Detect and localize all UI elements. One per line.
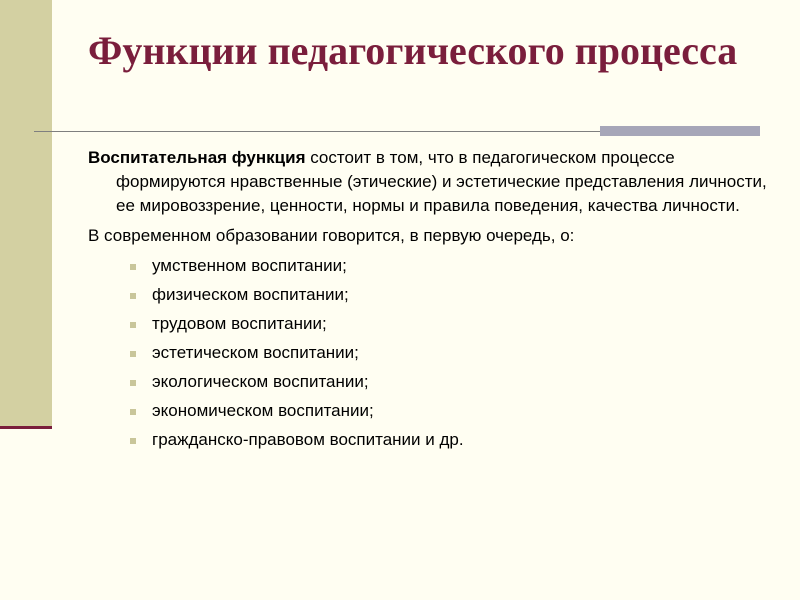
side-bar-underline (0, 426, 52, 429)
education-types-list (88, 254, 788, 452)
list-item (88, 283, 788, 307)
square-bullet-icon (130, 438, 136, 444)
educational-function-paragraph (88, 146, 788, 218)
list-item-text: умственном воспитании; (152, 256, 347, 275)
list-item-text: трудовом воспитании; (152, 314, 327, 333)
modern-education-paragraph: В современном образовании говорится, в первую очередь, о: (88, 226, 575, 245)
square-bullet-icon (130, 409, 136, 415)
list-item-text: экономическом воспитании; (152, 401, 374, 420)
list-item (88, 312, 788, 336)
term-bold: Воспитательная функция (88, 148, 306, 167)
list-item (88, 428, 788, 452)
list-item-text: эстетическом воспитании; (152, 343, 359, 362)
square-bullet-icon (130, 380, 136, 386)
list-item (88, 399, 788, 423)
list-item (88, 254, 788, 278)
slide-title: Функции педагогического процесса (88, 28, 738, 73)
slide-body (88, 146, 788, 457)
square-bullet-icon (130, 293, 136, 299)
list-item-text: физическом воспитании; (152, 285, 349, 304)
square-bullet-icon (130, 264, 136, 270)
list-item (88, 341, 788, 365)
list-item (88, 370, 788, 394)
square-bullet-icon (130, 351, 136, 357)
list-item-text: экологическом воспитании; (152, 372, 369, 391)
list-item-text: гражданско-правовом воспитании и др. (152, 430, 464, 449)
term-definition: состоит в том, что в педагогическом процессе формируются нравственные (этические) и эстетические представления личности, ее мировоззрение, ценности, нормы и правила поведения, качества личности. (116, 148, 767, 215)
square-bullet-icon (130, 322, 136, 328)
divider-accent-bar (600, 126, 760, 136)
decorative-side-bar (0, 0, 52, 426)
